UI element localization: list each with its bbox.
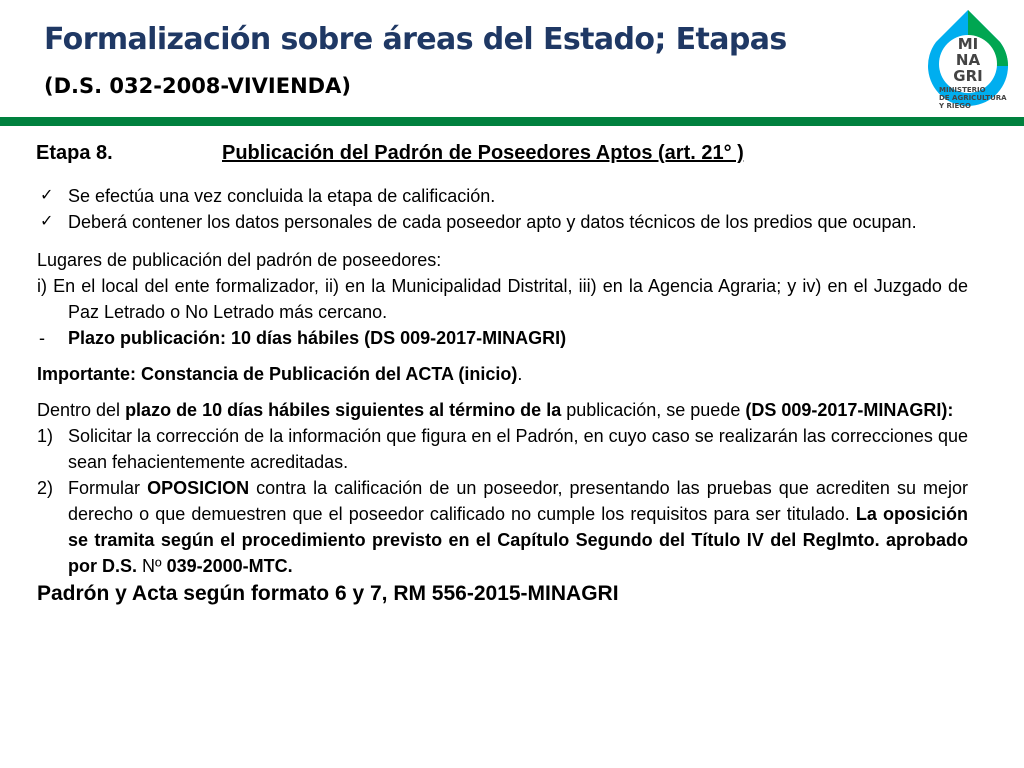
places-list: i) En el local del ente formalizador, ii) en la Municipalidad Distrital, iii) en la Agencia Agraria; y iv) en el Juzgado de Paz Letrado o No Letrado más cercano. (37, 276, 968, 322)
check-item-text: Deberá contener los datos personales de cada poseedor apto y datos técnicos de los predios que ocupan. (68, 212, 917, 232)
logo-caption (939, 86, 1007, 110)
item-pre: Formular (68, 478, 148, 498)
item-bold-decree: 039-2000-MTC. (161, 556, 293, 576)
check-item (37, 183, 968, 209)
numbered-item (37, 475, 968, 579)
check-icon: ✓ (40, 213, 54, 230)
slide-title: Formalización sobre áreas del Estado; Etapas (44, 22, 787, 57)
item-number: 2) (37, 478, 54, 498)
within-bold-2: (DS 009-2017-MINAGRI): (745, 400, 954, 420)
deadline-item (37, 325, 968, 351)
stage-title: Publicación del Padrón de Poseedores Aptos (art. 21° ) (222, 142, 744, 164)
item-text: Solicitar la corrección de la información que figura en el Padrón, en cuyo caso se realizarán las correcciones que sean fehacientemente acreditadas. (68, 426, 968, 472)
logo-line-2: NA (955, 51, 981, 69)
format-note: Padrón y Acta según formato 6 y 7, RM 556-2015-MINAGRI (37, 582, 619, 605)
logo-caption-1: MINISTERIO (939, 86, 986, 94)
item-number: 1) (37, 426, 54, 446)
logo-line-3: GRI (953, 67, 983, 85)
stage-label: Etapa 8. (36, 142, 113, 164)
slide-subtitle: (D.S. 032-2008-VIVIENDA) (44, 74, 351, 98)
item-plain: Nº (142, 556, 162, 576)
dash-bullet: - (39, 328, 45, 348)
logo-caption-3: Y RIEGO (939, 102, 971, 110)
within-paragraph (37, 397, 968, 423)
important-end: . (517, 364, 523, 384)
item-bold-procedure: La oposición se tramita según el procedimiento previsto en el Capítulo Segundo del Título IV del Reglmto. aprobado por D.S. (68, 504, 968, 576)
deadline-text: Plazo publicación: 10 días hábiles (DS 009-2017-MINAGRI) (68, 328, 567, 348)
check-list (37, 183, 968, 235)
header-divider (0, 117, 1024, 126)
check-icon: ✓ (40, 187, 54, 204)
important-note (37, 361, 968, 387)
check-item (37, 209, 968, 235)
numbered-item (37, 423, 968, 475)
places-heading: Lugares de publicación del padrón de poseedores: (37, 250, 442, 270)
logo-caption-2: DE AGRICULTURA (939, 94, 1007, 102)
important-text: Importante: Constancia de Publicación del ACTA (inicio) (37, 364, 518, 384)
item-bold-oposicion: OPOSICION (147, 478, 250, 498)
logo-line-1: MI (957, 35, 979, 53)
check-item-text: Se efectúa una vez concluida la etapa de calificación. (68, 186, 496, 206)
within-part-1: Dentro del (37, 400, 126, 420)
within-bold-1: plazo de 10 días hábiles siguientes al término de la (125, 400, 562, 420)
within-part-2: publicación, se puede (561, 400, 746, 420)
item-mid: contra la calificación de un poseedor, presentando las pruebas que acrediten su mejor derecho o que demuestren que el poseedor calificado no cumple los requisitos para ser titulado. (68, 478, 969, 524)
slide-body (37, 183, 968, 607)
